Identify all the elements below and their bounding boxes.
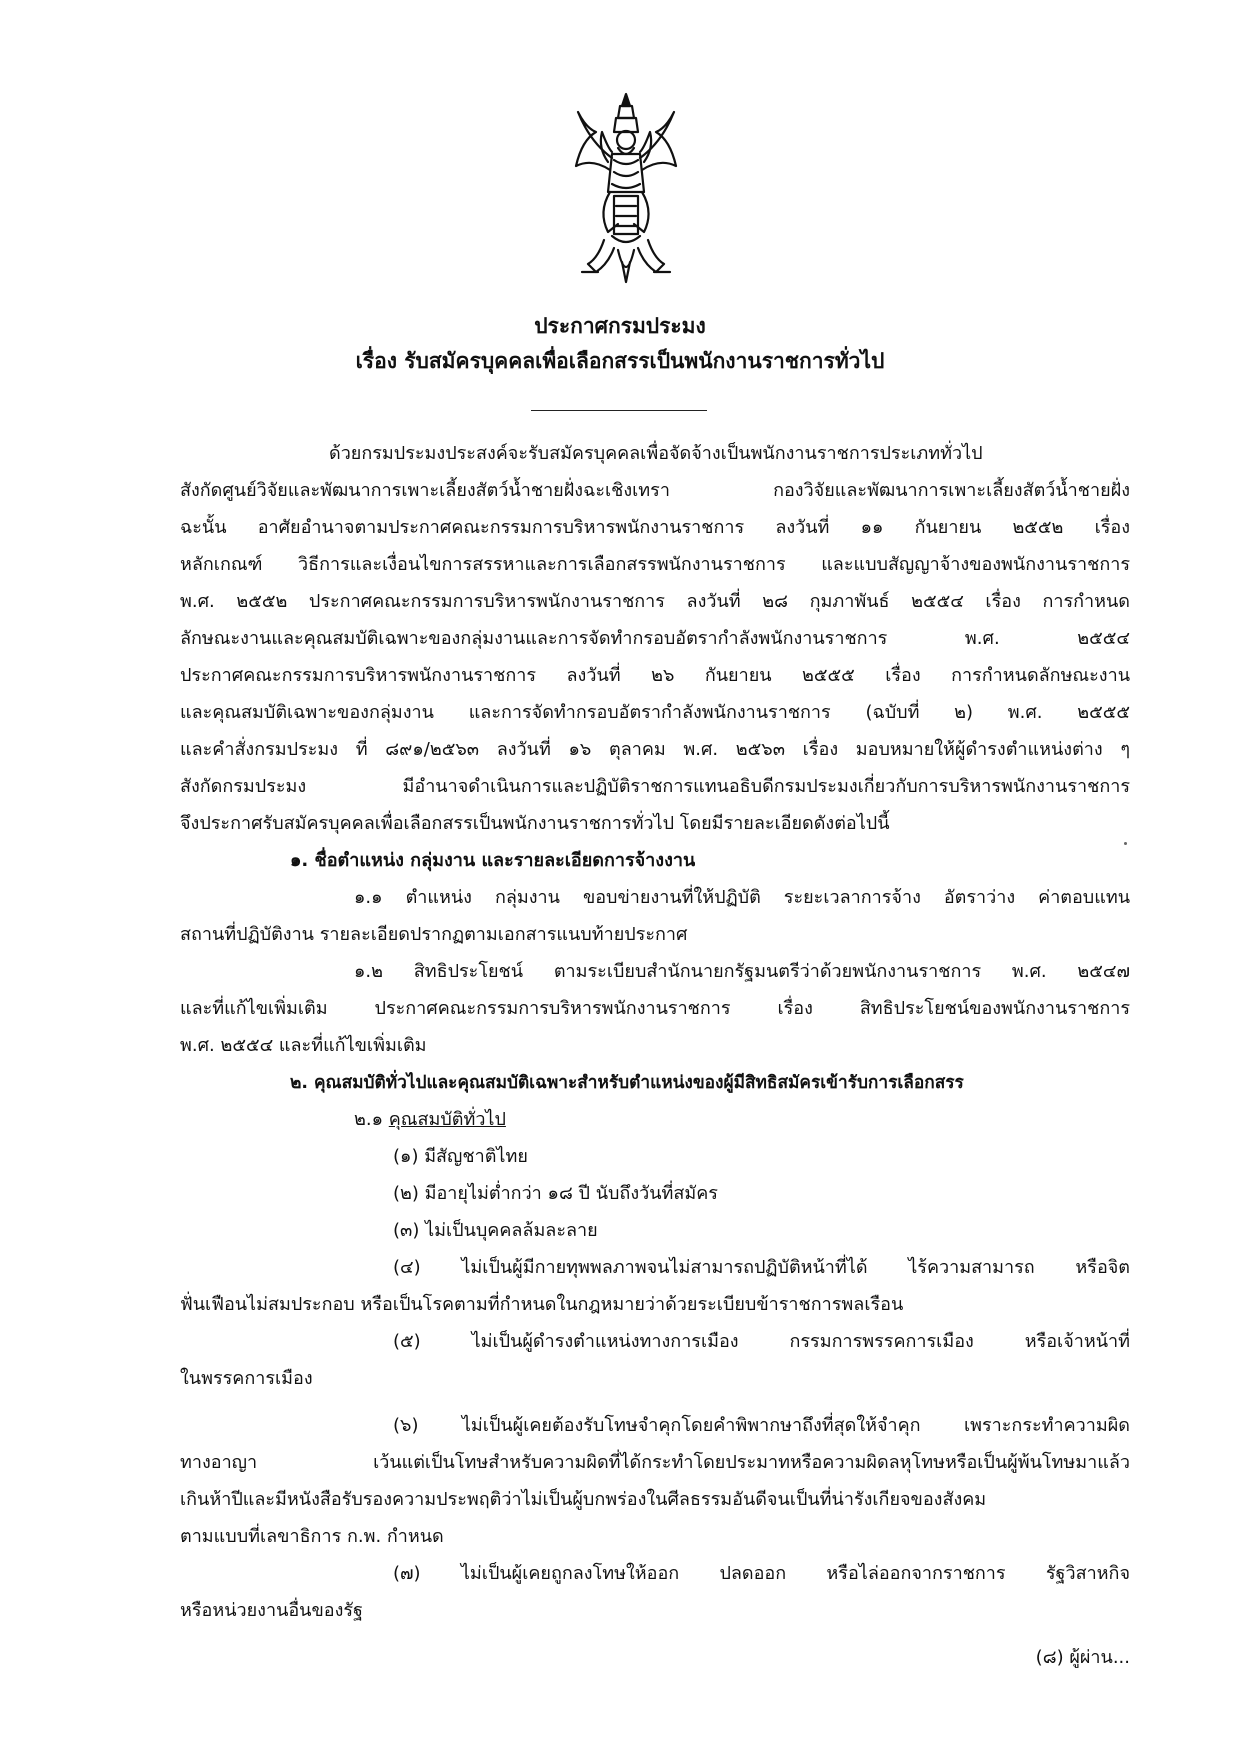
page-continuation: (๘) ผู้ผ่าน...	[1035, 1647, 1130, 1668]
item-1-2-line: ๑.๒ สิทธิประโยชน์ ตามระเบียบสำนักนายกรัฐมนตรีว่าด้วยพนักงานราชการ พ.ศ. ๒๕๔๗	[354, 961, 1130, 982]
section-2-heading: ๒. คุณสมบัติทั่วไปและคุณสมบัติเฉพาะสำหรับตำแหน่งของผู้มีสิทธิสมัครเข้ารับการเลือกสรร	[290, 1073, 964, 1093]
intro-line: และคุณสมบัติเฉพาะของกลุ่มงาน และการจัดทำกรอบอัตรากำลังพนักงานราชการ (ฉบับที่ ๒) พ.ศ. ๒๕๕๕	[180, 702, 1130, 723]
intro-line: ลักษณะงานและคุณสมบัติเฉพาะของกลุ่มงานและการจัดทำกรอบอัตรากำลังพนักงานราชการ พ.ศ. ๒๕๕๔	[180, 628, 1130, 649]
item-1-1-line: ๑.๑ ตำแหน่ง กลุ่มงาน ขอบข่ายงานที่ให้ปฏิบัติ ระยะเวลาการจ้าง อัตราว่าง ค่าตอบแทน	[354, 887, 1130, 908]
intro-line: สังกัดกรมประมง มีอำนาจดำเนินการและปฏิบัติราชการแทนอธิบดีกรมประมงเกี่ยวกับการบริหารพนักงานราชการ	[180, 776, 1130, 797]
qualification-2: (๒) มีอายุไม่ต่ำกว่า ๑๘ ปี นับถึงวันที่สมัคร	[393, 1183, 718, 1204]
garuda-emblem-icon	[568, 88, 684, 288]
intro-line: พ.ศ. ๒๕๕๒ ประกาศคณะกรรมการบริหารพนักงานราชการ ลงวันที่ ๒๘ กุมภาพันธ์ ๒๕๕๔ เรื่อง การกำหนด	[180, 591, 1130, 612]
item-1-2-line: พ.ศ. ๒๕๕๔ และที่แก้ไขเพิ่มเติม	[180, 1035, 427, 1056]
intro-line: สังกัดศูนย์วิจัยและพัฒนาการเพาะเลี้ยงสัตว์น้ำชายฝั่งฉะเชิงเทรา กองวิจัยและพัฒนาการเพาะเลี้ยงสัตว์น้ำชายฝั่ง	[180, 480, 1130, 501]
qualification-5-line: ในพรรคการเมือง	[180, 1368, 313, 1389]
announcement-title: ประกาศกรมประมง	[534, 314, 706, 338]
qualification-6-line: ตามแบบที่เลขาธิการ ก.พ. กำหนด	[180, 1526, 444, 1547]
qualification-6-line: เกินห้าปีและมีหนังสือรับรองความประพฤติว่าไม่เป็นผู้บกพร่องในศีลธรรมอันดีจนเป็นที่น่ารังเกียจของสังคม	[180, 1489, 987, 1510]
intro-line: ด้วยกรมประมงประสงค์จะรับสมัครบุคคลเพื่อจัดจ้างเป็นพนักงานราชการประเภททั่วไป	[329, 443, 983, 464]
item-1-2-line: และที่แก้ไขเพิ่มเติม ประกาศคณะกรรมการบริหารพนักงานราชการ เรื่อง สิทธิประโยชน์ของพนักงานราชการ	[180, 998, 1130, 1019]
intro-line: และคำสั่งกรมประมง ที่ ๘๙๑/๒๕๖๓ ลงวันที่ ๑๖ ตุลาคม พ.ศ. ๒๕๖๓ เรื่อง มอบหมายให้ผู้ดำรงตำแหน่งต่าง ๆ	[180, 739, 1130, 760]
subsection-number: ๒.๑	[354, 1109, 384, 1130]
qualification-7-line: หรือหน่วยงานอื่นของรัฐ	[180, 1600, 363, 1621]
subsection-2-1	[354, 1104, 506, 1136]
item-1-1-line: สถานที่ปฏิบัติงาน รายละเอียดปรากฏตามเอกสารแนบท้ายประกาศ	[180, 924, 688, 945]
intro-line: ประกาศคณะกรรมการบริหารพนักงานราชการ ลงวันที่ ๒๖ กันยายน ๒๕๕๕ เรื่อง การกำหนดลักษณะงาน	[180, 665, 1130, 686]
title-divider	[531, 410, 707, 411]
intro-line: ฉะนั้น อาศัยอำนาจตามประกาศคณะกรรมการบริหารพนักงานราชการ ลงวันที่ ๑๑ กันยายน ๒๕๕๒ เรื่อง	[180, 517, 1130, 538]
announcement-subject: เรื่อง รับสมัครบุคคลเพื่อเลือกสรรเป็นพนักงานราชการทั่วไป	[355, 349, 885, 373]
scan-speck	[1124, 842, 1127, 845]
qualification-6-line: (๖) ไม่เป็นผู้เคยต้องรับโทษจำคุกโดยคำพิพากษาถึงที่สุดให้จำคุก เพราะกระทำความผิด	[393, 1415, 1130, 1436]
qualification-5-line: (๕) ไม่เป็นผู้ดำรงตำแหน่งทางการเมือง กรรมการพรรคการเมือง หรือเจ้าหน้าที่	[393, 1331, 1130, 1352]
qualification-3: (๓) ไม่เป็นบุคคลล้มละลาย	[393, 1220, 598, 1241]
qualification-4-line: (๔) ไม่เป็นผู้มีกายทุพพลภาพจนไม่สามารถปฏิบัติหน้าที่ได้ ไร้ความสามารถ หรือจิต	[393, 1257, 1130, 1278]
intro-line: จึงประกาศรับสมัครบุคคลเพื่อเลือกสรรเป็นพนักงานราชการทั่วไป โดยมีรายละเอียดดังต่อไปนี้	[180, 813, 890, 834]
section-1-heading: ๑. ชื่อตำแหน่ง กลุ่มงาน และรายละเอียดการจ้างงาน	[290, 850, 696, 871]
subsection-title: คุณสมบัติทั่วไป	[388, 1109, 506, 1130]
intro-line: หลักเกณฑ์ วิธีการและเงื่อนไขการสรรหาและการเลือกสรรพนักงานราชการ และแบบสัญญาจ้างของพนักงานราชการ	[180, 554, 1130, 575]
qualification-7-line: (๗) ไม่เป็นผู้เคยถูกลงโทษให้ออก ปลดออก หรือไล่ออกจากราชการ รัฐวิสาหกิจ	[393, 1563, 1130, 1584]
qualification-4-line: ฟั่นเฟือนไม่สมประกอบ หรือเป็นโรคตามที่กำหนดในกฎหมายว่าด้วยระเบียบข้าราชการพลเรือน	[180, 1294, 904, 1315]
qualification-6-line: ทางอาญา เว้นแต่เป็นโทษสำหรับความผิดที่ได้กระทำโดยประมาทหรือความผิดลหุโทษหรือเป็นผู้พ้นโทษมาแล้ว	[180, 1452, 1130, 1473]
qualification-1: (๑) มีสัญชาติไทย	[393, 1146, 528, 1167]
